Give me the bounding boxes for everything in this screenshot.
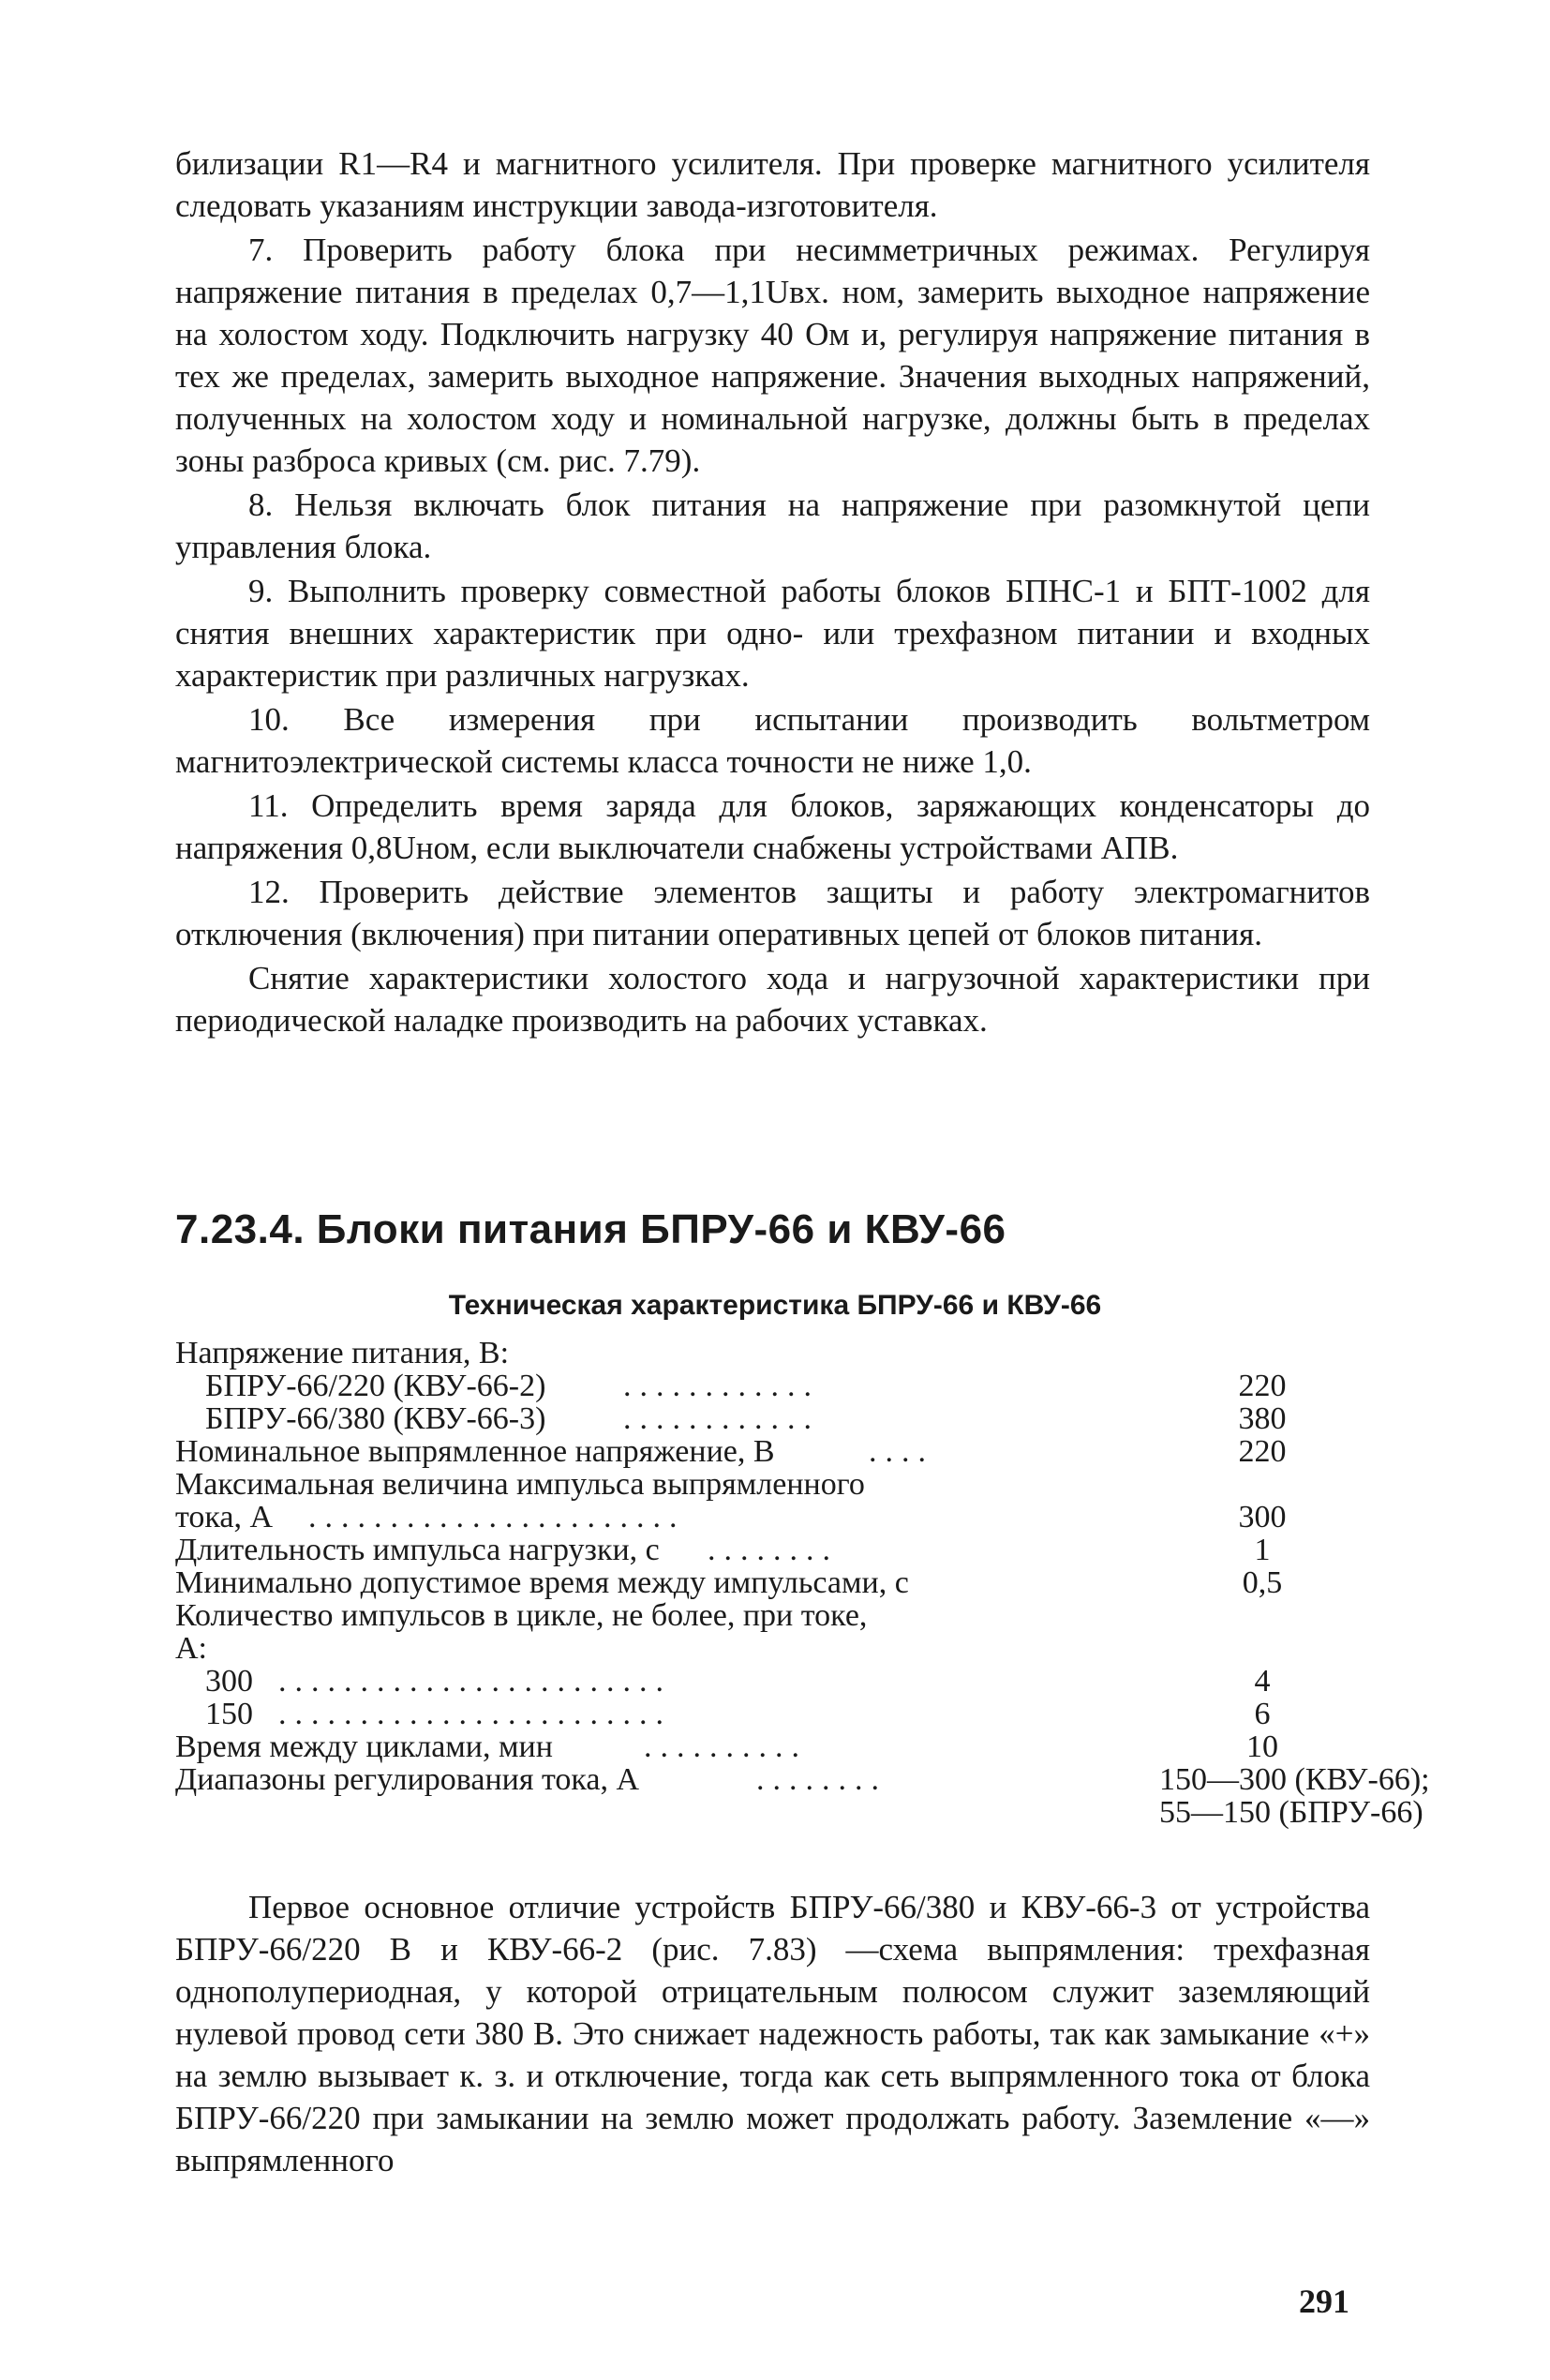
paragraph-characteristics-note: Снятие характеристики холостого хода и нагрузочной характеристики при периодической наладке производить на рабочих уставках. (175, 960, 1370, 1039)
spec-label: БПРУ-66/220 (КВУ-66-2) (205, 1369, 546, 1403)
spec-table-title: Техническая характеристика БПРУ-66 и КВУ-66 (448, 1290, 1102, 1321)
leader-dots: ........................ (278, 1664, 672, 1699)
spec-label: Номинальное выпрямленное напряжение, В (175, 1434, 775, 1469)
leader-dots: ............ (623, 1369, 820, 1403)
spec-row (175, 1762, 1430, 1797)
spec-value: 380 (1238, 1401, 1287, 1436)
paragraph-continuation: билизации R1—R4 и магнитного усилителя. При проверке магнитного усилителя следовать указаниям инструкции завода-изготовителя. (175, 145, 1370, 224)
spec-label: Напряжение питания, В: (175, 1336, 510, 1370)
spec-row (175, 1337, 1370, 1370)
leader-dots: ....................... (308, 1500, 686, 1534)
spec-label: БПРУ-66/380 (КВУ-66-3) (205, 1401, 546, 1436)
spec-value: 0,5 (1242, 1565, 1283, 1600)
leader-dots: .... (869, 1434, 934, 1469)
top-text-block (175, 142, 1370, 1043)
spec-row (175, 1599, 1370, 1632)
spec-value: 220 (1238, 1434, 1287, 1469)
spec-label: Максимальная величина импульса выпрямленного (175, 1467, 865, 1502)
spec-table (175, 1336, 1430, 1830)
spec-label: Время между циклами, мин (175, 1729, 553, 1764)
paragraph-item-11: 11. Определить время заряда для блоков, заряжающих конденсаторы до напряжения 0,8Uном, если выключатели снабжены устройствами АПВ. (175, 787, 1370, 866)
spec-label: 300 (205, 1664, 253, 1699)
spec-row (175, 1370, 1370, 1402)
leader-dots: ........ (756, 1762, 887, 1797)
spec-row (175, 1501, 1370, 1534)
spec-value: 220 (1238, 1369, 1287, 1403)
spec-value: 150—300 (КВУ-66); (1159, 1762, 1430, 1797)
spec-row (175, 1534, 1370, 1566)
spec-row (175, 1632, 1370, 1665)
paragraph-item-12: 12. Проверить действие элементов защиты и работу электромагнитов отключения (включения) при питании оперативных цепей от блоков питания. (175, 874, 1370, 952)
spec-row (175, 1435, 1370, 1468)
spec-row (175, 1402, 1370, 1435)
spec-value: 6 (1254, 1697, 1271, 1731)
spec-row (175, 1730, 1370, 1763)
paragraph-item-8: 8. Нельзя включать блок питания на напряжение при разомкнутой цепи управления блока. (175, 486, 1370, 565)
bottom-text-block (175, 1886, 1370, 2183)
section-heading: 7.23.4. Блоки питания БПРУ-66 и КВУ-66 (175, 1206, 1006, 1252)
spec-value: 10 (1246, 1729, 1278, 1764)
spec-row (175, 1698, 1370, 1730)
spec-label: Количество импульсов в цикле, не более, при токе, (175, 1598, 868, 1633)
paragraph-rectification-scheme: Первое основное отличие устройств БПРУ-66/380 и КВУ-66-3 от устройства БПРУ-66/220 В и КВУ-66-2 (рис. 7.83) —схема выпрямления: трехфазная однополупериодная, у которой отрицательным полюсом служит заземляющий нулевой провод сети 380 В. Это снижает надежность работы, так как замыкание «+» на землю вызывает к. з. и отключение, тогда как сеть выпрямленного тока от блока БПРУ-66/220 при замыкании на землю может продолжать работу. Заземление «—» выпрямленного (175, 1889, 1370, 2178)
spec-label: тока, А (175, 1500, 274, 1534)
paragraph-item-7: 7. Проверить работу блока при несимметричных режимах. Регулируя напряжение питания в пределах 0,7—1,1Uвх. ном, замерить выходное напряжение на холостом ходу. Подключить нагрузку 40 Ом и, регулируя напряжение питания в тех же пределах, замерить выходное напряжение. Значения выходных напряжений, полученных на холостом ходу и номинальной нагрузке, должны быть в пределах зоны разброса кривых (см. рис. 7.79). (175, 232, 1370, 479)
leader-dots: ........................ (278, 1697, 672, 1731)
leader-dots: .......... (644, 1729, 808, 1764)
spec-row (175, 1795, 1423, 1830)
paragraph-item-9: 9. Выполнить проверку совместной работы блоков БПНС-1 и БПТ-1002 для снятия внешних характеристик при одно- или трехфазном питании и входных характеристик при различных нагрузках. (175, 573, 1370, 694)
spec-value: 55—150 (БПРУ-66) (1159, 1795, 1423, 1830)
spec-value: 4 (1254, 1664, 1271, 1699)
spec-row (175, 1468, 1370, 1501)
spec-value: 300 (1238, 1500, 1287, 1534)
spec-row (175, 1566, 1370, 1599)
spec-label: 150 (205, 1697, 253, 1731)
spec-label: Длительность импульса нагрузки, с (175, 1533, 660, 1567)
leader-dots: ............ (623, 1401, 820, 1436)
spec-row (175, 1665, 1370, 1698)
paragraph-item-10: 10. Все измерения при испытании производить вольтметром магнитоэлектрической системы класса точности не ниже 1,0. (175, 701, 1370, 780)
page-number: 291 (1299, 2283, 1349, 2320)
spec-value: 1 (1254, 1533, 1271, 1567)
spec-label: Минимально допустимое время между импульсами, с (175, 1565, 909, 1600)
spec-label: Диапазоны регулирования тока, А (175, 1762, 640, 1797)
spec-label: А: (175, 1631, 207, 1666)
leader-dots: ........ (708, 1533, 839, 1567)
